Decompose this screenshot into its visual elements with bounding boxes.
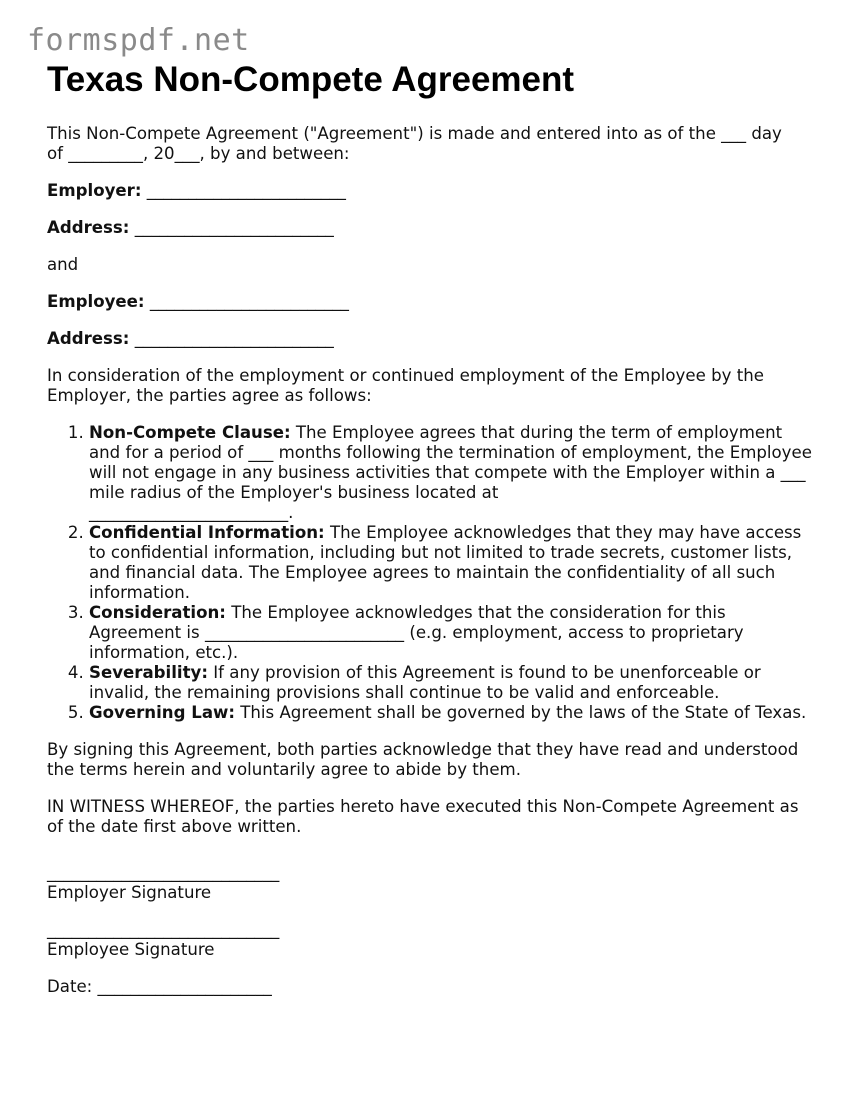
- clause-heading: Confidential Information:: [89, 523, 325, 542]
- clause-non-compete: [89, 423, 817, 523]
- clause-heading: Governing Law:: [89, 703, 235, 722]
- employee-address-field: [47, 329, 817, 349]
- employee-field: [47, 292, 817, 312]
- employee-signature-line: ____________________________: [47, 920, 280, 939]
- employee-signature-block: [47, 920, 817, 960]
- document-body: [47, 60, 817, 997]
- clause-text: If any provision of this Agreement is found to be unenforceable or invalid, the remaining provisions shall continue to be valid and enforceable.: [89, 663, 761, 702]
- watermark: formspdf.net: [27, 23, 250, 58]
- employee-blank: ________________________: [149, 292, 349, 311]
- clause-confidential-information: [89, 523, 817, 603]
- clause-heading: Non-Compete Clause:: [89, 423, 291, 442]
- employer-address-blank: ________________________: [134, 218, 334, 237]
- date-label: Date:: [47, 977, 93, 996]
- date-field: [47, 977, 817, 997]
- consideration-intro: In consideration of the employment or continued employment of the Employee by the Employer, the parties agree as follows:: [47, 366, 764, 405]
- document-title: Texas Non-Compete Agreement: [47, 60, 575, 99]
- clause-text: The Employee acknowledges that the consideration for this Agreement is ________________________ (e.g. employment, access to proprietary information, etc.).: [89, 603, 744, 662]
- witness-paragraph: IN WITNESS WHEREOF, the parties hereto have executed this Non-Compete Agreement as of the date first above written.: [47, 797, 799, 836]
- intro-paragraph: [47, 124, 817, 164]
- employer-signature-label: Employer Signature: [47, 883, 212, 902]
- clause-list: [47, 423, 817, 723]
- employer-address-field: [47, 218, 817, 238]
- clause-text: This Agreement shall be governed by the laws of the State of Texas.: [234, 703, 807, 722]
- and-text: and: [47, 255, 79, 274]
- clause-heading: Severability:: [89, 663, 208, 682]
- intro-line-2: of _________, 20___, by and between:: [47, 144, 350, 163]
- clause-heading: Consideration:: [89, 603, 226, 622]
- employer-signature-block: [47, 863, 817, 903]
- employee-address-label: Address:: [47, 329, 130, 348]
- employer-field: [47, 181, 817, 201]
- employer-signature-line: ____________________________: [47, 863, 280, 882]
- clause-text: The Employee acknowledges that they may have access to confidential information, including but not limited to trade secrets, customer lists, and financial data. The Employee agrees to maintain the confidentiality of all such information.: [89, 523, 802, 602]
- clause-severability: [89, 663, 817, 703]
- clause-consideration: [89, 603, 817, 663]
- clause-text: The Employee agrees that during the term of employment and for a period of ___ months following the termination of employment, the Employee will not engage in any business activities that compete with the Employer within a ___ mile radius of the Employer's business located at: [89, 423, 812, 502]
- employer-address-label: Address:: [47, 218, 130, 237]
- employee-address-blank: ________________________: [134, 329, 334, 348]
- employer-label: Employer:: [47, 181, 142, 200]
- acknowledgement-paragraph: By signing this Agreement, both parties acknowledge that they have read and understood the terms herein and voluntarily agree to abide by them.: [47, 740, 799, 779]
- employer-blank: ________________________: [146, 181, 346, 200]
- employee-label: Employee:: [47, 292, 145, 311]
- clause-text-continued: ________________________.: [89, 503, 294, 522]
- intro-line-1: This Non-Compete Agreement ("Agreement") is made and entered into as of the ___ day: [47, 124, 782, 143]
- employee-signature-label: Employee Signature: [47, 940, 215, 959]
- clause-governing-law: [89, 703, 817, 723]
- date-blank: _____________________: [97, 977, 272, 996]
